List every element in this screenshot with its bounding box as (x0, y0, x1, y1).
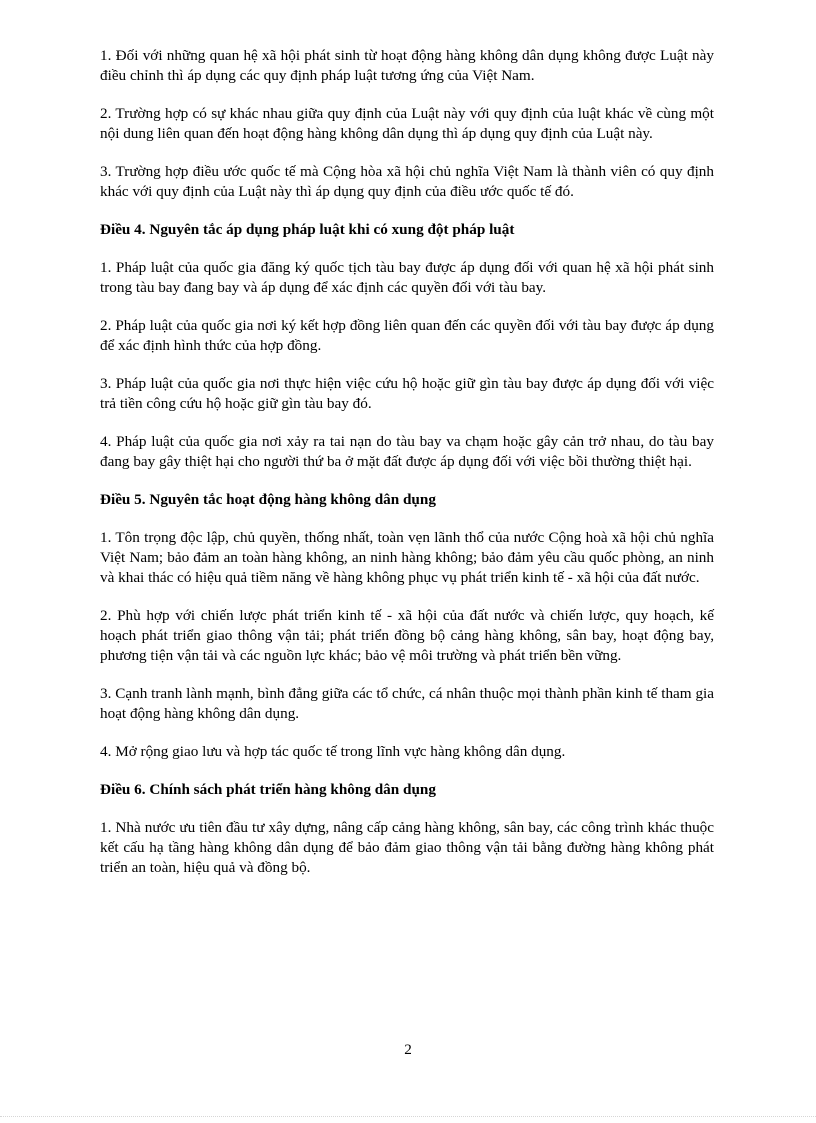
article-6-heading: Điều 6. Chính sách phát triển hàng không dân dụng (100, 781, 436, 798)
clause-5-4: 4. Mở rộng giao lưu và hợp tác quốc tế trong lĩnh vực hàng không dân dụng. (100, 743, 566, 760)
article-4-heading: Điều 4. Nguyên tắc áp dụng pháp luật khi có xung đột pháp luật (100, 221, 515, 238)
clause-3-1: 1. Đối với những quan hệ xã hội phát sinh từ hoạt động hàng không dân dụng không được Luật này điều chỉnh thì áp dụng các quy định pháp luật tương ứng của Việt Nam. (100, 47, 714, 84)
page-bottom-divider (0, 1116, 816, 1117)
clause-4-3: 3. Pháp luật của quốc gia nơi thực hiện việc cứu hộ hoặc giữ gìn tàu bay được áp dụng đối với việc trả tiền công cứu hộ hoặc giữ gìn tàu bay đó. (100, 375, 714, 412)
clause-3-3: 3. Trường hợp điều ước quốc tế mà Cộng hòa xã hội chủ nghĩa Việt Nam là thành viên có quy định khác với quy định của Luật này thì áp dụng quy định của điều ước quốc tế đó. (100, 163, 714, 200)
document-page (100, 46, 714, 896)
article-5-heading: Điều 5. Nguyên tắc hoạt động hàng không dân dụng (100, 491, 436, 508)
page-number: 2 (404, 1041, 412, 1058)
clause-5-2: 2. Phù hợp với chiến lược phát triển kinh tế - xã hội của đất nước và chiến lược, quy hoạch, kế hoạch phát triển giao thông vận tải; phát triển đồng bộ cảng hàng không, sân bay, hoạt động bay, phương tiện vận tải và các nguồn lực khác; bảo vệ môi trường và phát triển bền vững. (100, 607, 714, 664)
clause-6-1: 1. Nhà nước ưu tiên đầu tư xây dựng, nâng cấp cảng hàng không, sân bay, các công trình khác thuộc kết cấu hạ tầng hàng không dân dụng để bảo đảm giao thông vận tải bằng đường hàng không phát triển an toàn, hiệu quả và đồng bộ. (100, 819, 714, 876)
clause-5-3: 3. Cạnh tranh lành mạnh, bình đẳng giữa các tổ chức, cá nhân thuộc mọi thành phần kinh tế tham gia hoạt động hàng không dân dụng. (100, 685, 714, 722)
clause-5-1: 1. Tôn trọng độc lập, chủ quyền, thống nhất, toàn vẹn lãnh thổ của nước Cộng hoà xã hội chủ nghĩa Việt Nam; bảo đảm an toàn hàng không, an ninh hàng không; bảo đảm yêu cầu quốc phòng, an ninh và khai thác có hiệu quả tiềm năng về hàng không phục vụ phát triển kinh tế - xã hội của đất nước. (100, 529, 714, 586)
clause-4-4: 4. Pháp luật của quốc gia nơi xảy ra tai nạn do tàu bay va chạm hoặc gây cản trở nhau, do tàu bay đang bay gây thiệt hại cho người thứ ba ở mặt đất được áp dụng đối với việc bồi thường thiệt hại. (100, 433, 714, 470)
clause-3-2: 2. Trường hợp có sự khác nhau giữa quy định của Luật này với quy định của luật khác về cùng một nội dung liên quan đến hoạt động hàng không dân dụng thì áp dụng quy định của Luật này. (100, 105, 714, 142)
clause-4-1: 1. Pháp luật của quốc gia đăng ký quốc tịch tàu bay được áp dụng đối với quan hệ xã hội phát sinh trong tàu bay đang bay và áp dụng để xác định các quyền đối với tàu bay. (100, 259, 714, 296)
clause-4-2: 2. Pháp luật của quốc gia nơi ký kết hợp đồng liên quan đến các quyền đối với tàu bay được áp dụng để xác định hình thức của hợp đồng. (100, 317, 714, 354)
